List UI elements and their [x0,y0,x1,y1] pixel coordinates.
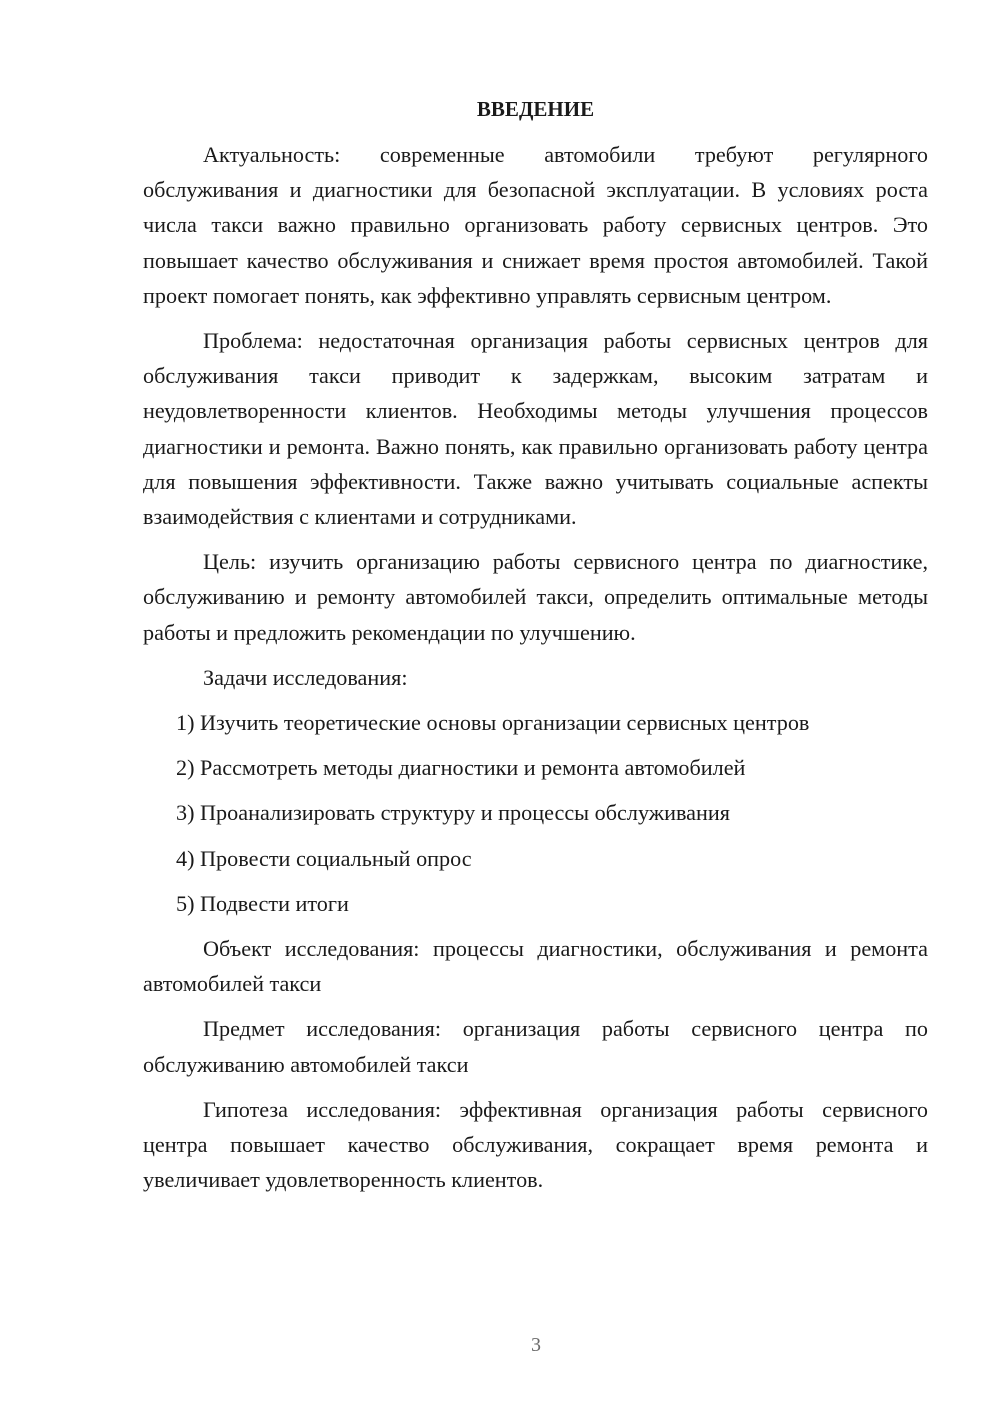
list-item-number: 2) [176,755,195,781]
list-item-number: 4) [176,845,195,871]
page-title: ВВЕДЕНИЕ [476,97,595,121]
list-item-text: Провести социальный опрос [200,845,472,871]
paragraph-goal: Цель: изучить организацию работы сервисного центра по диагностике, обслуживанию и ремонту автомобилей такси, определить оптимальные методы работы и предложить рекомендации по улучшению. [143,549,928,645]
list-item [143,705,928,740]
paragraph-relevance: Актуальность: современные автомобили требуют регулярного обслуживания и диагностики для безопасной эксплуатации. В условиях роста числа такси важно правильно организовать работу сервисных центров. Это повышает качество обслуживания и снижает время простоя автомобилей. Такой проект помогает понять, как эффективно управлять сервисным центром. [143,142,928,308]
list-item-number: 3) [176,800,195,826]
list-item-text: Подвести итоги [200,890,349,916]
paragraph-object: Объект исследования: процессы диагностики, обслуживания и ремонта автомобилей такси [143,936,928,997]
list-item-number: 1) [176,710,195,736]
task-list [143,705,928,921]
list-item [143,750,928,785]
list-item-text: Рассмотреть методы диагностики и ремонта автомобилей [200,755,746,781]
list-item [143,795,928,830]
list-item-text: Проанализировать структуру и процессы обслуживания [200,800,730,826]
paragraph-problem: Проблема: недостаточная организация работы сервисных центров для обслуживания такси приводит к задержкам, высоким затратам и неудовлетворенности клиентов. Необходимы методы улучшения процессов диагностики и ремонта. Важно понять, как правильно организовать работу центра для повышения эффективности. Также важно учитывать социальные аспекты взаимодействия с клиентами и сотрудниками. [143,328,928,530]
list-item [143,841,928,876]
list-item-text: Изучить теоретические основы организации сервисных центров [200,710,810,736]
list-item-number: 5) [176,890,195,916]
tasks-heading: Задачи исследования: [203,664,408,690]
list-item [143,886,928,921]
page-content [143,92,928,1207]
page-number: 3 [531,1334,541,1356]
paragraph-hypothesis: Гипотеза исследования: эффективная организация работы сервисного центра повышает качество обслуживания, сокращает время ремонта и увеличивает удовлетворенность клиентов. [143,1096,928,1193]
paragraph-subject: Предмет исследования: организация работы сервисного центра по обслуживанию автомобилей такси [143,1016,928,1077]
